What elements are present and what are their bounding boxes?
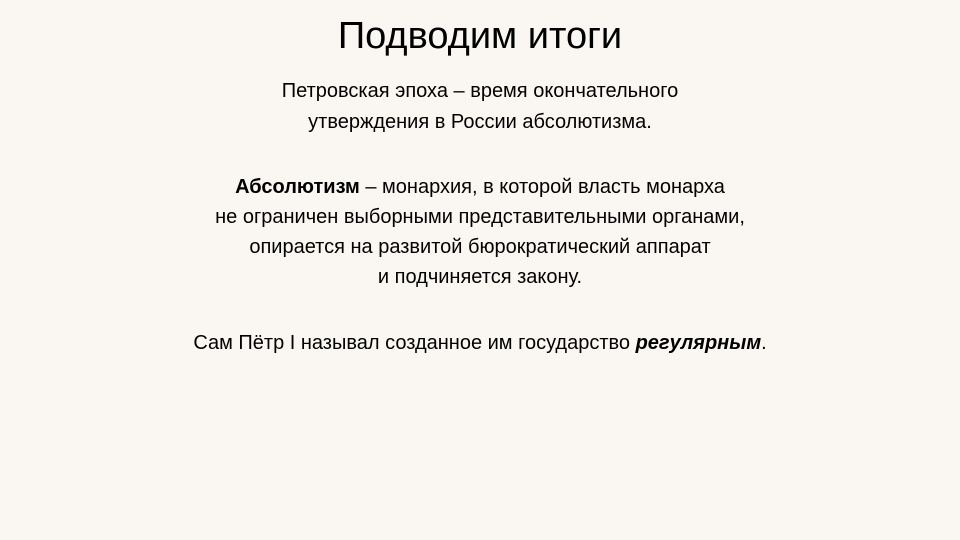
peter-line (0, 328, 960, 358)
epoch-paragraph (0, 76, 960, 138)
definition-line-3: опирается на развитой бюрократический аппарат (249, 236, 711, 258)
definition-line-1 (0, 172, 960, 202)
epoch-line-1: Петровская эпоха – время окончательного (281, 80, 679, 102)
peter-suffix: . (761, 332, 767, 354)
definition-line-1-rest: – монархия, в которой власть монарха (359, 176, 725, 198)
definition-paragraph (0, 172, 960, 292)
definition-term: Абсолютизм (235, 176, 360, 198)
epoch-line-2: утверждения в России абсолютизма. (308, 111, 652, 133)
peter-prefix: Сам Пётр I называл созданное им государство (193, 332, 636, 354)
peter-emphasis: регулярным (635, 332, 762, 354)
definition-line-2: не ограничен выборными представительными органами, (215, 206, 745, 228)
peter-paragraph (0, 328, 960, 358)
definition-line-4: и подчиняется закону. (377, 266, 583, 288)
slide-title: Подводим итоги (337, 15, 623, 57)
